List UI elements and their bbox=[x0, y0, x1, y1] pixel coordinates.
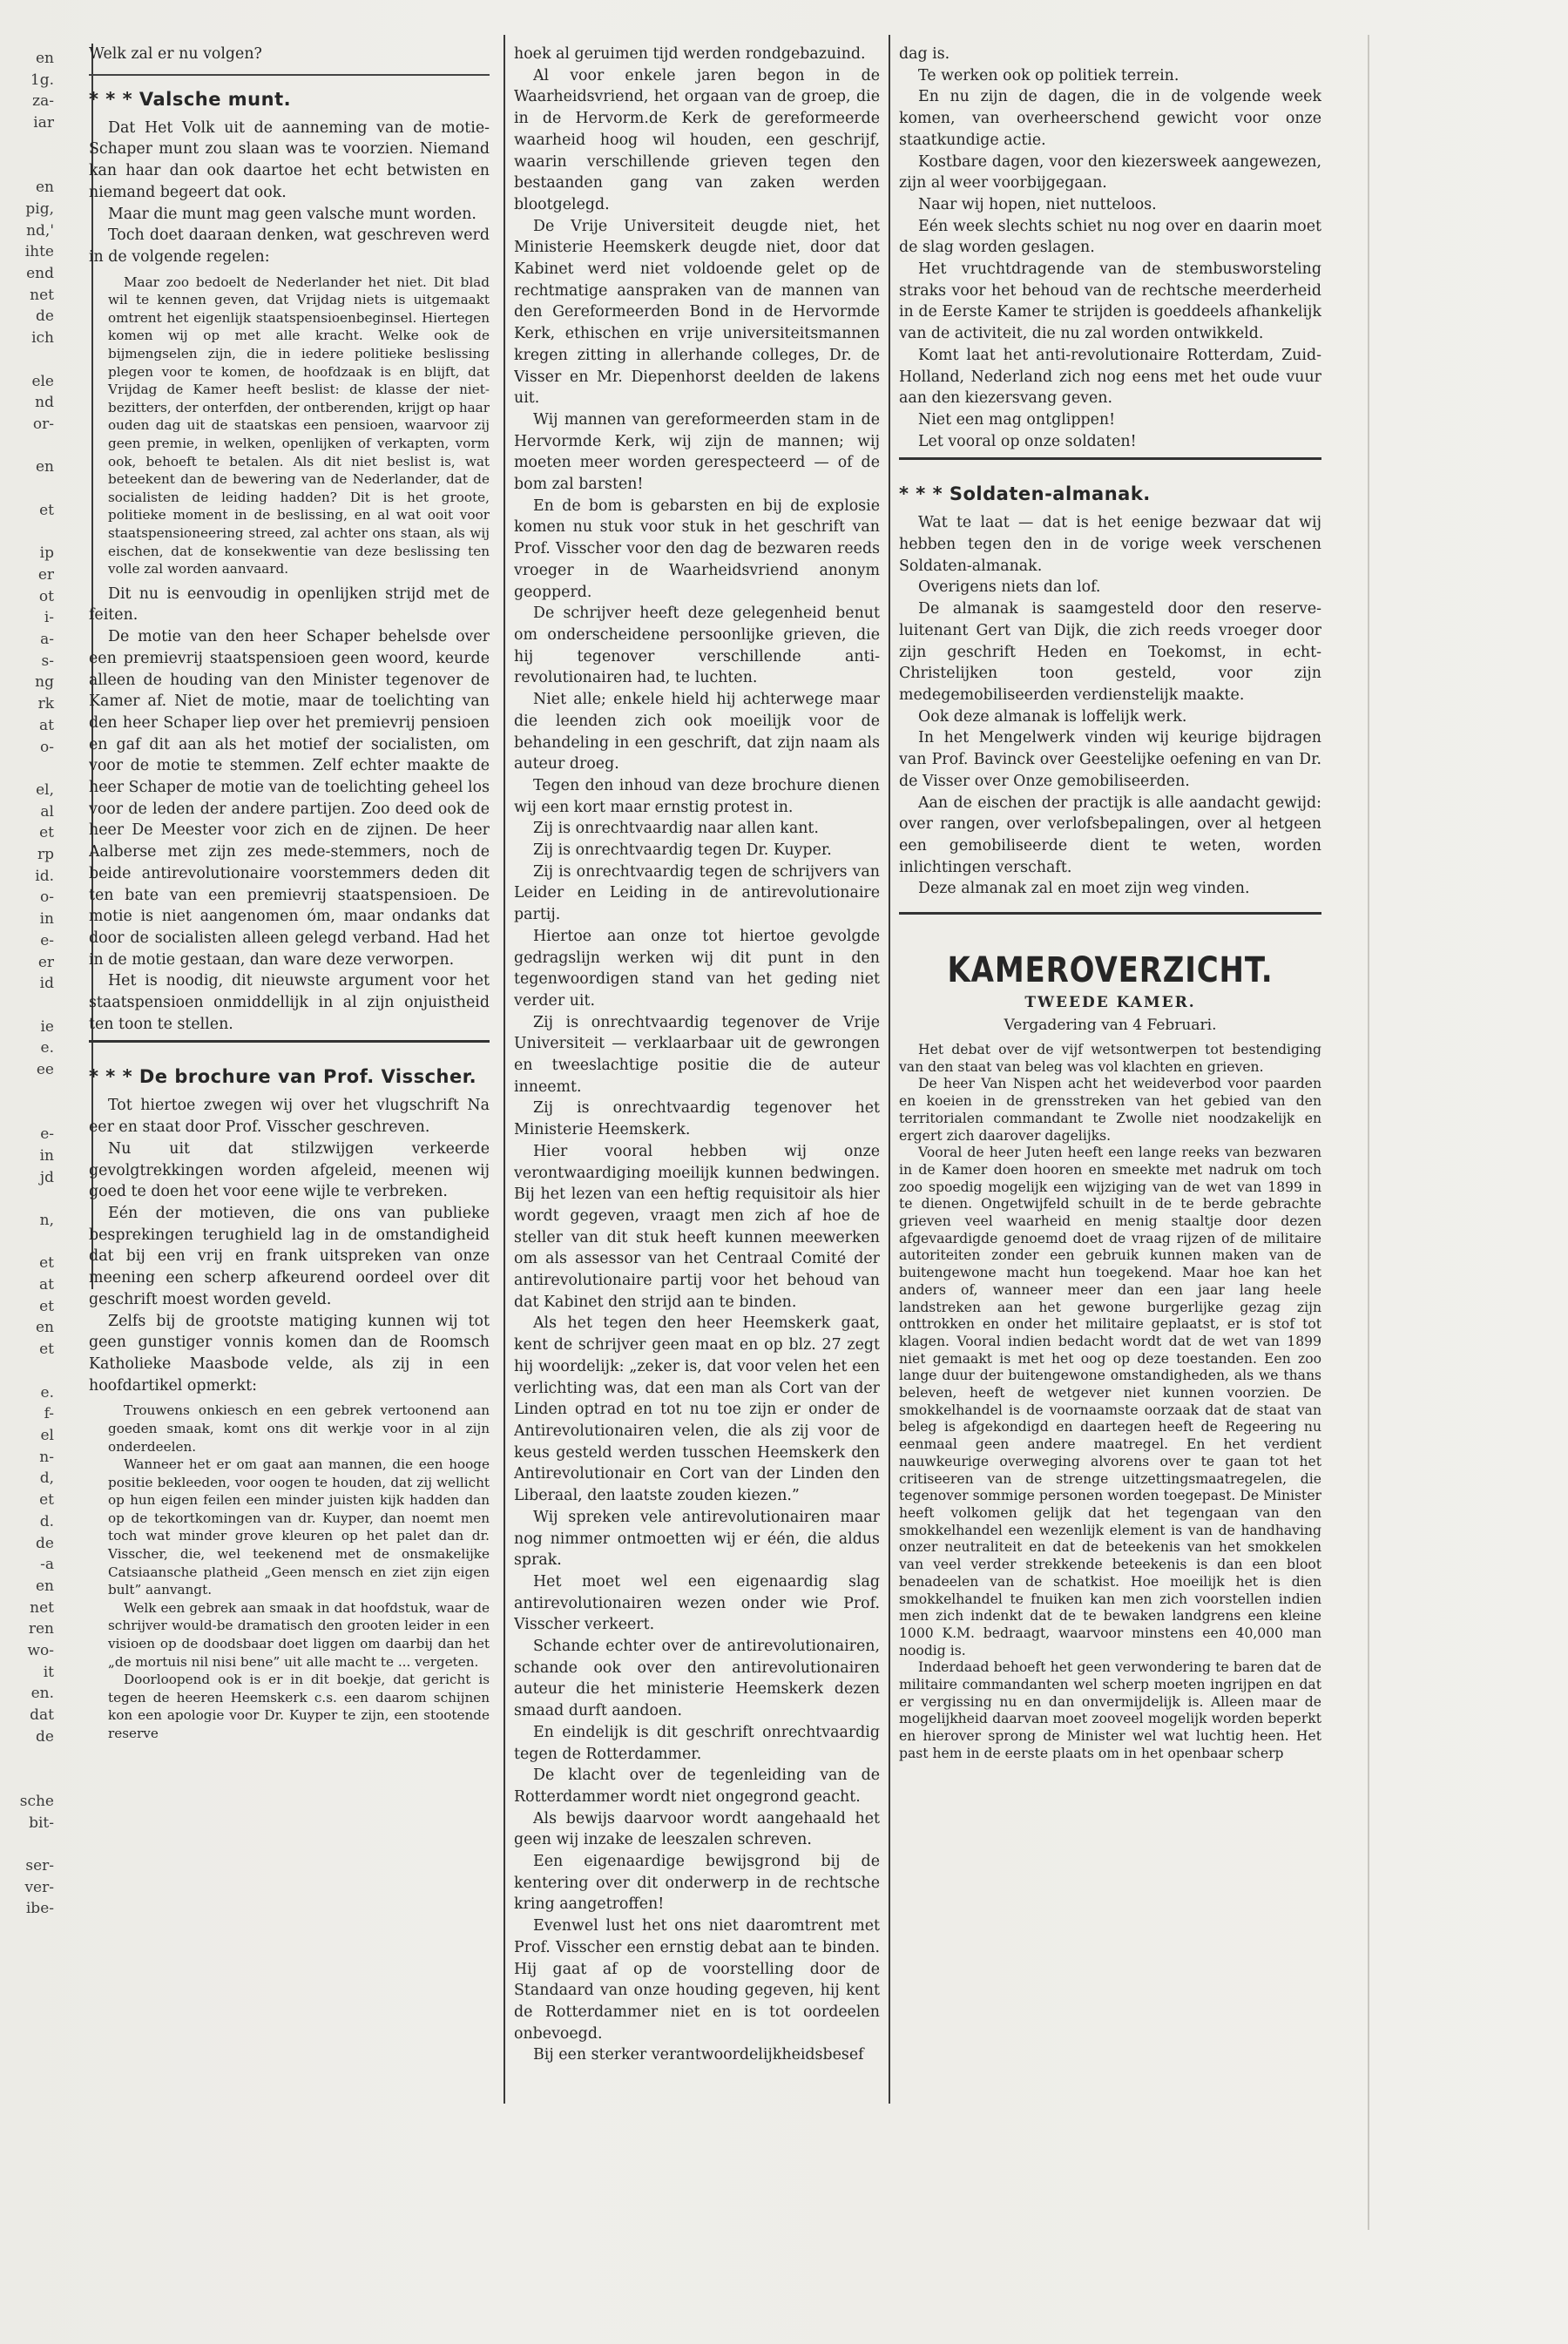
paragraph: Als het tegen den heer Heemskerk gaat, kent de schrijver geen maat en op blz. 27 zegt hij woordelijk: „zeker is, dat voor velen het een verlichting was, dat een man als Cort van der Linden optrad en tot nu toe zijn er onder de Antirevolutionairen velen, die als zij voor de keus gesteld werden tusschen Heemskerk den Antirevolutionair en Cort van der Linden den Liberaal, den laatste zouden kiezen.” bbox=[514, 1314, 880, 1505]
margin-fragment: nd bbox=[35, 394, 54, 412]
page-edge-shadow bbox=[1368, 35, 1369, 2230]
margin-fragment bbox=[0, 1188, 54, 1210]
quotation-block bbox=[108, 1402, 490, 1742]
margin-fragment: e. bbox=[40, 1383, 54, 1402]
margin-fragment: nd,' bbox=[26, 221, 54, 240]
margin-fragment bbox=[0, 1748, 54, 1770]
margin-fragment bbox=[0, 1361, 54, 1382]
margin-fragment: ip bbox=[39, 544, 54, 563]
margin-fragment: s- bbox=[41, 652, 54, 670]
paragraph: Toch doet daaraan denken, wat geschreven werd in de volgende regelen: bbox=[89, 226, 490, 266]
margin-fragment: f- bbox=[44, 1405, 54, 1423]
paragraph: Het moet wel een eigenaardig slag antirevolutionairen wezen onder wie Prof. Visscher verkeert. bbox=[514, 1572, 880, 1634]
margin-fragment: de bbox=[36, 307, 54, 326]
margin-fragment: rp bbox=[37, 846, 54, 864]
margin-fragment: 1g. bbox=[30, 71, 54, 89]
paragraph: De Vrije Universiteit deugde niet, het Ministerie Heemskerk deugde niet, door dat Kabinet werd niet voldoende gelet op de rechtmatige aanspraken van de mannen van den Gereformeerden Bond in de Hervormde Kerk, ethischen en vrije universiteitsmannen kregen zitting in allerhande colleges, Dr. de Visser en Mr. Diepenhorst deelden de lakens uit. bbox=[514, 217, 880, 408]
margin-fragment: jd bbox=[39, 1168, 54, 1186]
margin-fragment: en bbox=[35, 50, 54, 67]
col2-top-line: hoek al geruimen tijd werden rondgebazuind. bbox=[514, 45, 866, 63]
paragraph: Naar wij hopen, niet nutteloos. bbox=[918, 195, 1157, 213]
paragraph: Al voor enkele jaren begon in de Waarheidsvriend, het orgaan van de groep, die in de Hervorm.de Kerk de gereformeerde waarheid hoog wil houden, een geschrijf, waarin verschillende grieven tegen den bestaanden gang van zaken werden blootgelegd. bbox=[514, 66, 880, 213]
margin-fragment: net bbox=[30, 1598, 54, 1617]
margin-fragment bbox=[0, 995, 54, 1017]
quotation-text: Wanneer het er om gaat aan mannen, die een hooge positie bekleeden, voor oogen te houden, dat zij wellicht op hun eigen feilen een minder juisten kijk hadden dan op de tekortkomingen van dr. Kuyper, dan noemt men toch wat minder grove kleuren op het palet dan dr. Visscher, die, wel teekenend met de onsmakelijke Catsiaansche platheid „Geen mensch en ziet zijn eigen bult” aanvangt. bbox=[108, 1456, 490, 1598]
margin-fragment bbox=[0, 134, 54, 156]
paragraph: Zij is onrechtvaardig tegen Dr. Kuyper. bbox=[533, 841, 832, 860]
paragraph: Dat Het Volk uit de aanneming van de motie-Schaper munt zou slaan was te voorzien. Niemand kan haar dan ook daartoe het echt betwisten en niemand begeert dat ook. bbox=[89, 118, 490, 201]
column-1 bbox=[89, 44, 490, 2108]
margin-fragment: et bbox=[39, 1254, 54, 1273]
paragraph: En eindelijk is dit geschrift onrechtvaardig tegen de Rotterdammer. bbox=[514, 1723, 880, 1763]
paragraph: Tot hiertoe zwegen wij over het vlugschrift Na eer en staat door Prof. Visscher geschreven. bbox=[89, 1097, 490, 1137]
margin-fragment: de bbox=[36, 1727, 54, 1746]
paragraph: Schande echter over de antirevolutionairen, schande ook over den antirevolutionairen auteur die het ministerie Heemskerk dezen smaad durft aandoen. bbox=[514, 1638, 880, 1720]
margin-fragment bbox=[0, 1232, 54, 1253]
paragraph: Een eigenaardige bewijsgrond bij de kentering over dit onderwerp in de rechtsche kring aangetroffen! bbox=[514, 1853, 880, 1914]
paragraph: Zij is onrechtvaardig tegenover de Vrije Universiteit — verklaarbaar uit de gewrongen en tweeslachtige positie die de auteur inneemt. bbox=[514, 1013, 880, 1096]
margin-fragment: pig, bbox=[25, 199, 54, 218]
margin-fragment: ot bbox=[38, 587, 54, 605]
quotation-text: Doorloopend ook is er in dit boekje, dat gericht is tegen de heeren Heemskerk c.s. een daarom schijnen kon een apologie voor Dr. Kuyper te zijn, een stootende reserve bbox=[108, 1672, 490, 1742]
margin-fragment: en bbox=[35, 179, 54, 197]
section-divider bbox=[89, 1040, 490, 1043]
margin-fragment bbox=[0, 1834, 54, 1855]
margin-fragment: i- bbox=[44, 609, 54, 627]
paragraph: Evenwel lust het ons niet daaromtrent met Prof. Visscher een ernstig debat aan te binden. Hij gaat af op de voorstelling door de Standaard van onze houding gegeven, hij kent de Rotterdammer niet en is tot oordeelen onbevoegd. bbox=[514, 1917, 880, 2043]
brochure-heading: * * * De brochure van Prof. Visscher. bbox=[89, 1066, 477, 1088]
margin-fragment: et bbox=[39, 824, 54, 842]
margin-fragment: er bbox=[37, 953, 54, 971]
margin-fragment: ich bbox=[31, 329, 54, 348]
margin-fragment: id. bbox=[35, 867, 54, 885]
paragraph: Inderdaad behoeft het geen verwondering te baren dat de militaire commandanten wel scherp moeten ingrijpen en dat er vergissing nu en dan onvermijdelijk is. Alleen maar de mogelijkheid daarvan moet zooveel mogelijk worden beperkt en hierover sprong de Minister wel wat luchtig heen. Het past hem in de eerste plaats om in het openbaar scherp bbox=[899, 1659, 1321, 1761]
margin-fragment bbox=[0, 436, 54, 457]
margin-fragment: al bbox=[40, 802, 54, 821]
session-date: Vergadering van 4 Februari. bbox=[1004, 1017, 1217, 1035]
column-2 bbox=[514, 44, 880, 2108]
margin-fragment: sche bbox=[19, 1792, 54, 1810]
margin-fragment: end bbox=[26, 265, 54, 283]
paragraph: Eén week slechts schiet nu nog over en daarin moet de slag worden geslagen. bbox=[899, 217, 1321, 257]
margin-fragment: d, bbox=[39, 1469, 54, 1488]
margin-fragment: ver- bbox=[24, 1878, 54, 1896]
paragraph: Bij een sterker verantwoordelijkheidsbesef bbox=[533, 2046, 864, 2064]
margin-fragment: el, bbox=[36, 780, 54, 799]
paragraph: Ook deze almanak is loffelijk werk. bbox=[918, 707, 1187, 726]
paragraph: Maar die munt mag geen valsche munt worden. bbox=[108, 205, 476, 223]
paragraph: Wij mannen van gereformeerden stam in de Hervormde Kerk, wij zijn de mannen; wij moeten meer worden gerespecteerd — of de bom zal barsten! bbox=[514, 410, 880, 494]
margin-fragment: it bbox=[43, 1663, 54, 1681]
margin-fragment bbox=[0, 478, 54, 500]
margin-fragment: ser- bbox=[25, 1857, 54, 1875]
margin-fragment: ie bbox=[40, 1017, 54, 1036]
quotation-text: Maar zoo bedoelt de Nederlander het niet. Dit blad wil te kennen geven, dat Vrijdag niets is uitgemaakt omtrent het eigenlijk staatspensioenbeginsel. Hiertegen komen wij op met alle kracht. Welke ook de bijmengselen zijn, die in iedere politieke beslissing plegen voor te komen, de hoofdzaak is en blijft, dat Vrijdag de Kamer heeft beslist: de klasse der niet-bezitters, der onterfden, der ontberenden, krijgt op haar ouden dag uit de staatskas een pensioen, waarvoor zij geen premie, in welken, openlijken of verkapten, vorm ook, behoeft te betalen. Als dit niet beslist is, wat beteekent dan de bewering van de Nederlander, dat de socialisten de leiding hadden? Dit is het groote, politieke moment in de beslissing, en al wat ooit voor staatspensioneering streed, zal achter ons staan, als wij eischen, dat de konsekwentie van deze beslissing ten volle zal worden aanvaard. bbox=[108, 274, 490, 578]
margin-fragment: o- bbox=[40, 738, 54, 756]
paragraph: Komt laat het anti-revolutionaire Rotterdam, Zuid-Holland, Nederland zich nog eens met het oude vuur aan den kiezersvang geven. bbox=[899, 346, 1321, 408]
paragraph: Nu uit dat stilzwijgen verkeerde gevolgtrekkingen worden afgeleid, meenen wij goed te doen het voor eene wijle te verbreken. bbox=[89, 1139, 490, 1201]
margin-fragment: in bbox=[39, 910, 54, 929]
paragraph: Zij is onrechtvaardig tegenover het Ministerie Heemskerk. bbox=[514, 1099, 880, 1139]
margin-fragment: or- bbox=[32, 415, 54, 433]
margin-fragment: er bbox=[37, 565, 54, 584]
margin-fragment: en bbox=[35, 1577, 54, 1595]
margin-fragment: dat bbox=[30, 1706, 54, 1725]
col3-top-line: dag is. bbox=[899, 45, 950, 63]
paragraph: Overigens niets dan lof. bbox=[918, 578, 1101, 597]
kameroverzicht-body bbox=[899, 1042, 1321, 1763]
margin-fragment: n- bbox=[39, 1448, 54, 1466]
margin-fragment bbox=[0, 758, 54, 780]
quotation-text: Trouwens onkiesch en een gebrek vertoonend aan goeden smaak, komt ons dit werkje voor in al zijn onderdeelen. bbox=[108, 1402, 490, 1455]
soldaten-almanak-heading: * * * Soldaten-almanak. bbox=[899, 483, 1151, 505]
quotation-block bbox=[108, 274, 490, 578]
column-rule-2 bbox=[889, 35, 890, 2104]
paragraph: Aan de eischen der practijk is alle aandacht gewijd: over rangen, over verlofsbepalingen, over al hetgeen een gemobiliseerde dient te weten, worden inlichtingen verschaft. bbox=[899, 794, 1321, 876]
paragraph: Het is noodig, dit nieuwste argument voor het staatspensioen onmiddellijk in al zijn onjuistheid ten toon te stellen. bbox=[89, 972, 490, 1033]
paragraph: De klacht over de tegenleiding van de Rotterdammer wordt niet ongegrond geacht. bbox=[514, 1766, 880, 1806]
paragraph: Zij is onrechtvaardig tegen de schrijvers van Leider en Leiding in de antirevolutionaire partij. bbox=[514, 862, 880, 924]
margin-fragment: ee bbox=[36, 1061, 54, 1079]
margin-fragment: iar bbox=[33, 114, 54, 132]
paragraph: Hier vooral hebben wij onze verontwaardiging moeilijk kunnen bedwingen. Bij het lezen van een heftig requisitoir als hier wordt gegeven, vraagt men zich af hoe de steller van dit stuk heeft kunnen meewerken om als assessor van het Centraal Comité der antirevolutionaire partij voor het behoud van dat Kabinet den strijd aan te binden. bbox=[514, 1142, 880, 1311]
margin-fragment: d. bbox=[39, 1512, 54, 1530]
paragraph: Wij spreken vele antirevolutionairen maar nog nimmer ontmoetten wij er één, die aldus sprak. bbox=[514, 1508, 880, 1570]
kameroverzicht-title: KAMEROVERZICHT. bbox=[947, 950, 1274, 991]
paragraph: De motie van den heer Schaper behelsde over een premievrij staatspensioen geen woord, keurde alleen de houding van den Minister tegenover de Kamer af. Niet de motie, maar de toelichting van den heer Schaper liep over het premievrij pensioen en gaf dit aan als het motief der socialisten, om voor de motie te stemmen. Zelf echter maakte de heer Schaper de motie van de toelichting geheel los voor de leden der andere partijen. Zoo deed ook de heer De Meester voor zich en de zijnen. De heer Aalberse met zijn zes mede-stemmers, noch de beide antirevolutionaire voorstemmers deden dit ten bate van een premievrij staatspensioen. De motie is niet aangenomen óm, maar ondanks dat door de socialisten alleen gelegd verband. Had het in de motie gestaan, dan ware deze verworpen. bbox=[89, 628, 490, 969]
margin-fragment: n, bbox=[39, 1211, 54, 1229]
margin-fragment: za- bbox=[32, 92, 54, 111]
margin-fragment bbox=[0, 1081, 54, 1103]
margin-fragment: a- bbox=[40, 630, 54, 648]
column-3 bbox=[899, 44, 1321, 2108]
margin-fragment: ibe- bbox=[25, 1900, 54, 1918]
section-divider bbox=[899, 457, 1321, 460]
margin-fragment: et bbox=[39, 1341, 54, 1359]
margin-fragment: et bbox=[39, 501, 54, 519]
paragraph: Wat te laat — dat is het eenige bezwaar dat wij hebben tegen den in de vorige week verschenen Soldaten-almanak. bbox=[899, 514, 1321, 575]
margin-fragment: et bbox=[39, 1491, 54, 1510]
paragraph: Let vooral op onze soldaten! bbox=[918, 432, 1137, 450]
margin-fragment: at bbox=[39, 716, 54, 734]
margin-fragment: ng bbox=[35, 673, 54, 692]
margin-fragment: ihte bbox=[24, 243, 54, 261]
paragraph: Kostbare dagen, voor den kiezersweek aangewezen, zijn al weer voorbijgegaan. bbox=[899, 152, 1321, 193]
margin-fragment bbox=[0, 1102, 54, 1124]
divider bbox=[89, 74, 490, 76]
margin-fragment: o- bbox=[40, 888, 54, 907]
margin-fragment: ele bbox=[31, 372, 54, 390]
valsche-munt-heading: * * * Valsche munt. bbox=[89, 88, 292, 110]
margin-fragment: e. bbox=[40, 1039, 54, 1057]
paragraph: Het vruchtdragende van de stembusworsteling straks voor het behoud van de rechtsche meerderheid in de Eerste Kamer te strijden is goeddeels afhankelijk van de activiteit, die nu zal worden ontwikkeld. bbox=[899, 260, 1321, 343]
margin-fragment: en bbox=[35, 1319, 54, 1337]
paragraph: En de bom is gebarsten en bij de explosie komen nu stuk voor stuk in het geschrift van Prof. Visscher voor den dag de bezwaren reeds vroeger in de Waarheidsvriend anonym geopperd. bbox=[514, 496, 880, 601]
paragraph: In het Mengelwerk vinden wij keurige bijdragen van Prof. Bavinck over Geestelijke oefening en van Dr. de Visser over Onze gemobiliseerden. bbox=[899, 729, 1321, 790]
paragraph: En nu zijn de dagen, die in de volgende week komen, van overheerschend gewicht voor onze staatkundige actie. bbox=[899, 88, 1321, 149]
paragraph: De heer Van Nispen acht het weideverbod voor paarden en koeien in de grensstreken van het gebied van den territorialen commandant te Zwolle niet noodzakelijk en ergert zich daarover dagelijks. bbox=[899, 1076, 1321, 1144]
margin-fragment bbox=[0, 156, 54, 178]
margin-fragment bbox=[0, 1769, 54, 1791]
paragraph: De almanak is saamgesteld door den reserve-luitenant Gert van Dijk, die zich reeds vroeger door zijn geschrift Heden en Toekomst, in echt-Christelijken toon gesteld, voor zijn medegemobiliseerden verdienstelijk maakte. bbox=[899, 600, 1321, 704]
paragraph: Hiertoe aan onze tot hiertoe gevolgde gedragslijn werken wij dit punt in den tegenwoordigen stand van het geding niet verder uit. bbox=[514, 927, 880, 1010]
section-divider bbox=[899, 912, 1321, 915]
margin-fragment: el bbox=[40, 1427, 54, 1444]
margin-fragment: wo- bbox=[27, 1642, 54, 1660]
paragraph: Zelfs bij de grootste matiging kunnen wij tot geen gunstiger vonnis komen dan de Roomsch Katholieke Maasbode velde, als zij in een hoofdartikel opmerkt: bbox=[89, 1312, 490, 1395]
margin-fragment: en. bbox=[30, 1685, 54, 1703]
paragraph: Tegen den inhoud van deze brochure dienen wij een kort maar ernstig protest in. bbox=[514, 776, 880, 816]
paragraph: Het debat over de vijf wetsontwerpen tot bestendiging van den staat van beleg was vol klachten en grieven. bbox=[899, 1042, 1321, 1075]
paragraph: Als bewijs daarvoor wordt aangehaald het geen wij inzake de leeszalen schreven. bbox=[514, 1809, 880, 1849]
left-margin-fragments bbox=[0, 48, 54, 1920]
paragraph: Vooral de heer Juten heeft een lange reeks van bezwaren in de Kamer doen hooren en smeekte met nadruk om toch zoo spoedig mogelijk een wijziging van de wet van 1899 in te dienen. Ongetwijfeld schuilt in de te berde gebrachte grieven veel waarheid en menig staaltje door dezen afgevaardigde genoemd doet de vraag rijzen of de militaire autoriteiten zonder een gebruik kunnen maken van de buitengewone macht hun toegekend. Maar hoe kan het anders of, wanneer meer dan een jaar lang heele landstreken aan het gewone burgerlijke gezag zijn onttrokken en onder het militaire geplaatst, er is stof tot klagen. Vooral indien bedacht wordt dat de wet van 1899 niet gemaakt is met het oog op deze toestanden. Een zoo lange duur der buitengewone omstandigheden, als we thans beleven, heeft de wetgever niet kunnen voorzien. De smokkelhandel is de voornaamste oorzaak dat de staat van beleg is afgekondigd en daartegen heeft de Regeering nu eenmaal geen andere maatregel. En het verdient nauwkeurige overweging alvorens over te gaan tot het critiseeren van de strenge uitzettingsmaatregelen, die tegenover sommige personen worden toegepast. De Minister heeft volkomen gelijk dat het tegengaan van den smokkelhandel een wezenlijk element is van de handhaving onzer neutraliteit en dat de beteekenis van het smokkelen van veel verder strekkende beteekenis is dan een bloot benadeelen van de schatkist. Hoe moeilijk het is dien smokkelhandel te fnuiken kan men zich voorstellen indien men zich indenkt dat de te bewaken landgrens een kleine 1000 K.M. bedraagt, waarvoor minstens een 40,000 man noodig is. bbox=[899, 1145, 1321, 1658]
margin-fragment: bit- bbox=[29, 1814, 54, 1832]
tweede-kamer-subtitle: TWEEDE KAMER. bbox=[1024, 994, 1196, 1012]
margin-fragment: in bbox=[39, 1146, 54, 1165]
margin-fragment: net bbox=[30, 286, 54, 304]
margin-fragment: rk bbox=[37, 695, 54, 713]
paragraph: Niet een mag ontglippen! bbox=[918, 410, 1116, 429]
margin-fragment: id bbox=[39, 975, 54, 993]
paragraph: Dit nu is eenvoudig in openlijken strijd met de feiten. bbox=[89, 584, 490, 625]
margin-fragment: -a bbox=[40, 1556, 54, 1574]
margin-fragment: ren bbox=[28, 1620, 54, 1638]
paragraph: Zij is onrechtvaardig naar allen kant. bbox=[533, 820, 819, 838]
paragraph: De schrijver heeft deze gelegenheid benut om onderscheidene persoonlijke grieven, die hij tegenover verschillende anti-revolutionairen had, te luchten. bbox=[514, 605, 880, 687]
margin-fragment: at bbox=[39, 1276, 54, 1294]
col1-top-line: Welk zal er nu volgen? bbox=[89, 45, 262, 63]
paragraph: Eén der motieven, die ons van publieke besprekingen terughield lag in de omstandigheid dat bij een vrij en frank uitspreken van onze meening een scherp afkeurend oordeel over dit geschrift moest worden geveld. bbox=[89, 1205, 490, 1308]
margin-fragment: e- bbox=[40, 931, 54, 949]
margin-fragment bbox=[0, 349, 54, 371]
paragraph: Te werken ook op politiek terrein. bbox=[918, 66, 1179, 84]
margin-fragment: en bbox=[35, 458, 54, 476]
margin-fragment: e- bbox=[40, 1125, 54, 1144]
margin-fragment: et bbox=[39, 1297, 54, 1315]
quotation-text: Welk een gebrek aan smaak in dat hoofdstuk, waar de schrijver would-be dramatisch den grooten leider in een visioen op de doodsbaar doet liggen om daarbij dan het „de mortuis nil nisi bene” uit alle macht te ... vergeten. bbox=[108, 1599, 490, 1670]
margin-fragment: de bbox=[36, 1534, 54, 1552]
paragraph: Niet alle; enkele hield hij achterwege maar die leenden zich ook moeilijk voor de behandeling in een geschrift, dat zijn naam als auteur droeg. bbox=[514, 691, 880, 773]
column-rule-1 bbox=[504, 35, 505, 2104]
margin-fragment bbox=[0, 521, 54, 543]
paragraph: Deze almanak zal en moet zijn weg vinden. bbox=[918, 880, 1250, 898]
